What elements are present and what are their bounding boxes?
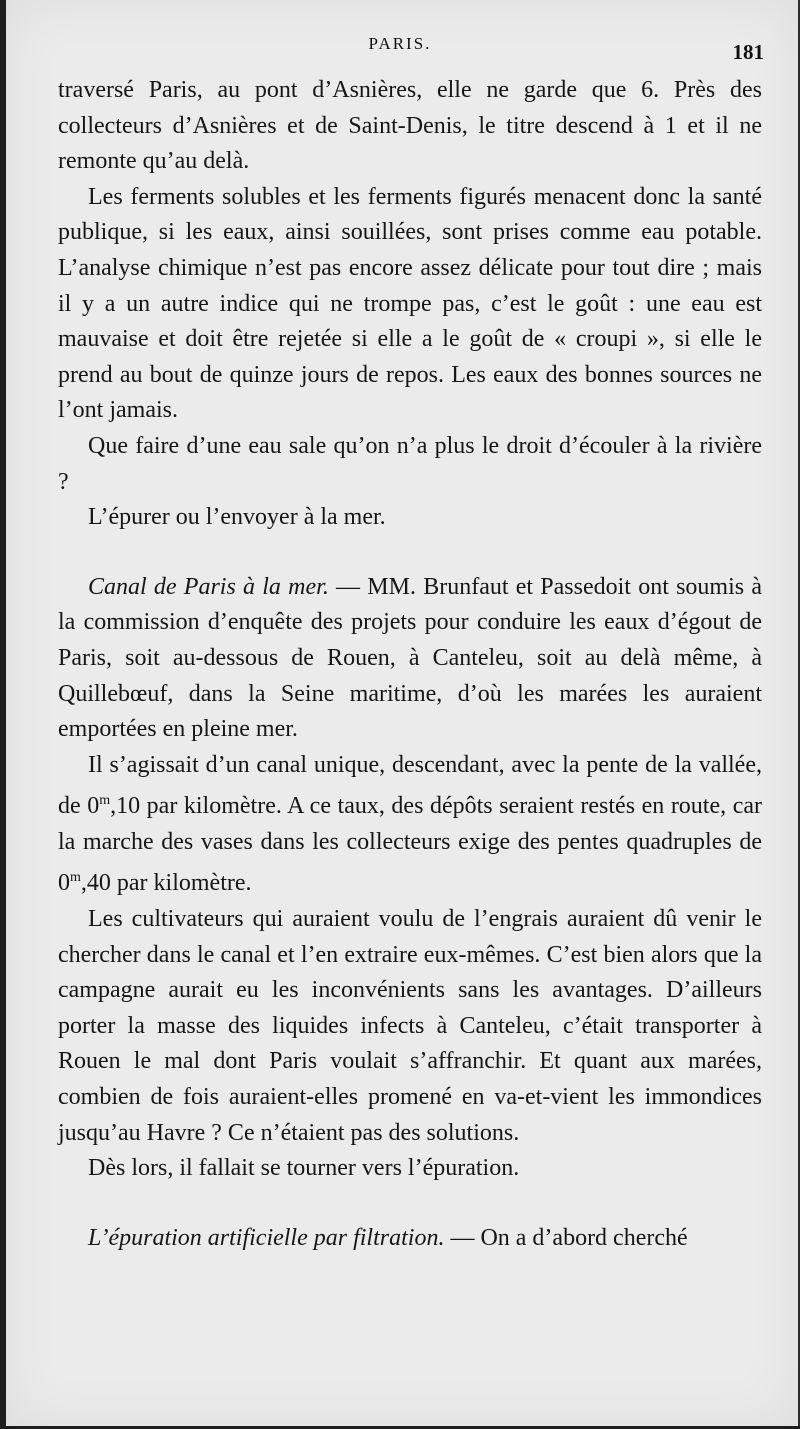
paragraph-slope	[58, 748, 762, 902]
paragraph-epuration: Dès lors, il fallait se tourner vers l’épuration.	[88, 1155, 520, 1182]
running-head: PARIS.	[368, 34, 432, 53]
slope-text-before: Il s’agissait d’un canal unique, descendant, avec la pente de la vallée, de 0	[58, 751, 762, 820]
body-text	[58, 73, 762, 1256]
paragraph-continuation: traversé Paris, au pont d’Asnières, elle ne garde que 6. Près des collecteurs d’Asnières et de Saint-Denis, le titre descend à 1 et il ne remonte qu’au delà.	[58, 77, 762, 175]
meter-unit-1: m	[99, 793, 111, 809]
paragraph-question: Que faire d’une eau sale qu’on n’a plus le droit d’écouler à la rivière ?	[58, 432, 762, 495]
section-text-canal: — MM. Brunfaut et Passedoit ont soumis à la commission d’enquête des projets pour conduire les eaux d’égout de Paris, soit au-dessous de Rouen, à Canteleu, soit au delà même, à Quillebœuf, dans la Seine maritime, d’où les marées les auraient emportées en pleine mer.	[58, 573, 762, 743]
paragraph-answer: L’épurer ou l’envoyer à la mer.	[88, 504, 386, 531]
section-filtration	[58, 1221, 762, 1257]
paragraph-ferments: Les ferments solubles et les ferments figurés menacent donc la santé publique, si les eaux, ainsi souillées, sont prises comme eau potable. L’analyse chimique n’est pas encore assez délicate pour tout dire ; mais il y a un autre indice qui ne trompe pas, c’est le goût : une eau est mauvaise et doit être rejetée si elle a le goût de « croupi », si elle le prend au bout de quinze jours de repos. Les eaux des bonnes sources ne l’ont jamais.	[58, 183, 762, 424]
section-heading-canal: Canal de Paris à la mer.	[88, 573, 329, 600]
section-canal	[58, 570, 762, 748]
section-text-filtration: — On a d’abord cherché	[444, 1224, 688, 1251]
section-heading-filtration: L’épuration artificielle par filtration.	[88, 1224, 445, 1251]
slope-text-after: ,40 par kilomètre.	[80, 870, 252, 897]
page-number: 181	[732, 40, 764, 64]
paragraph-cultivateurs: Les cultivateurs qui auraient voulu de l’engrais auraient dû venir le chercher dans le canal et l’en extraire eux-mêmes. C’est bien alors que la campagne aurait eu les inconvénients sans les avantages. D’ailleurs porter la masse des liquides infects à Canteleu, c’était transporter à Rouen le mal dont Paris voulait s’affranchir. Et quant aux marées, combien de fois auraient-elles promené en va-et-vient les immondices jusqu’au Havre ? Ce n’étaient pas des solutions.	[58, 906, 762, 1146]
meter-unit-2: m	[70, 870, 81, 886]
slope-text-middle: ,10 par kilomètre. A ce taux, des dépôts seraient restés en route, car la marche des vases dans les collecteurs exige des pentes quadruples de 0	[58, 793, 762, 897]
